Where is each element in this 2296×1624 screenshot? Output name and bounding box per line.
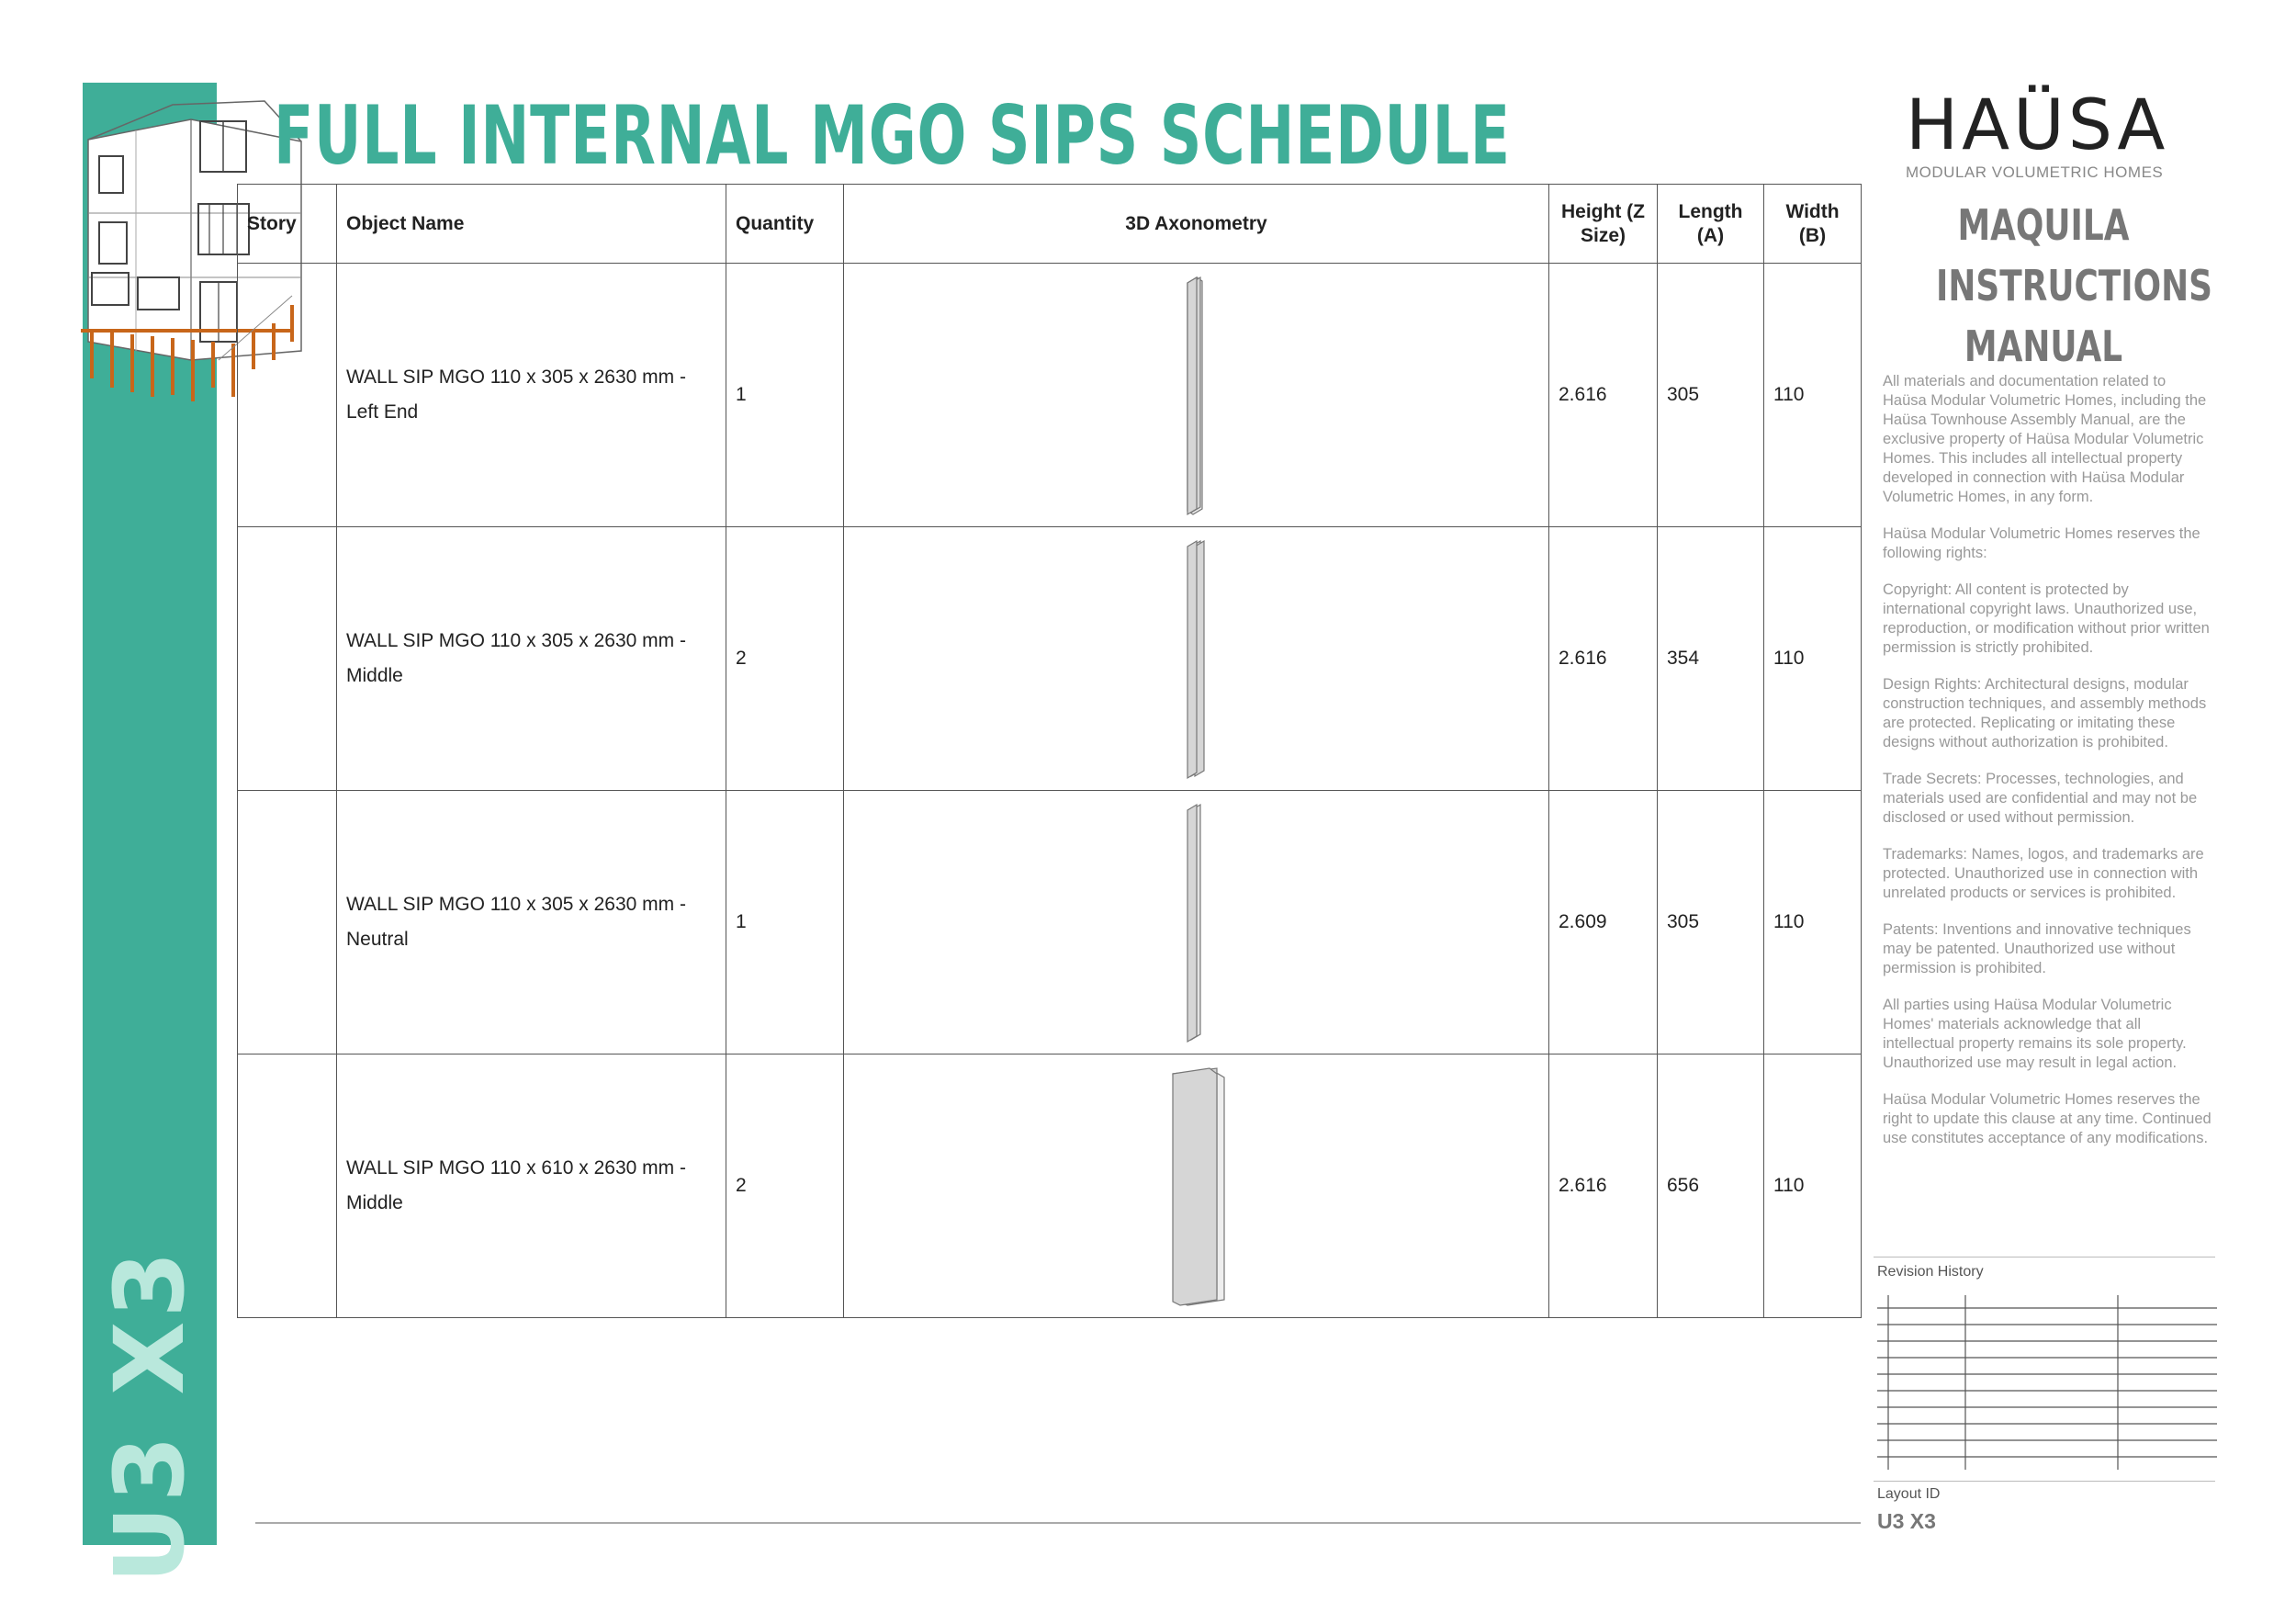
cell-story — [238, 527, 337, 791]
wall-panel-axonometry — [1169, 537, 1224, 780]
cell-quantity: 1 — [726, 791, 844, 1054]
table-row — [238, 264, 1862, 527]
cell-length: 354 — [1658, 527, 1764, 791]
cell-width: 110 — [1764, 527, 1862, 791]
layout-id-label: Layout ID — [1877, 1486, 1941, 1502]
legal-paragraph: All parties using Haüsa Modular Volumetric Homes' materials acknowledge that all intellectual property remains its sole property. Unauthorized use may result in legal action. — [1883, 997, 2187, 1071]
manual-title-line: MANUAL — [1964, 321, 2123, 371]
header-width: Width (B) — [1764, 185, 1862, 264]
cell-height: 2.609 — [1549, 791, 1658, 1054]
cell-axonometry — [844, 527, 1549, 791]
header-length: Length (A) — [1658, 185, 1764, 264]
revision-history-grid — [1877, 1295, 2217, 1475]
cell-height: 2.616 — [1549, 1054, 1658, 1318]
logo-wordmark: HAÜSA — [1906, 84, 2169, 165]
legal-notice — [1883, 372, 2213, 1166]
divider — [1874, 1481, 2215, 1482]
cell-story — [238, 1054, 337, 1318]
header-quantity: Quantity — [726, 185, 844, 264]
table-row — [238, 527, 1862, 791]
legal-paragraph: Patents: Inventions and innovative techniques may be patented. Unauthorized use without permission is prohibited. — [1883, 921, 2191, 976]
cell-width: 110 — [1764, 264, 1862, 527]
manual-title-line: MAQUILA — [1957, 200, 2130, 250]
legal-paragraph: Haüsa Modular Volumetric Homes reserves the following rights: — [1883, 525, 2200, 561]
cell-height: 2.616 — [1549, 264, 1658, 527]
cell-object-name: WALL SIP MGO 110 x 305 x 2630 mm - Left End — [337, 264, 726, 527]
legal-paragraph: Copyright: All content is protected by international copyright laws. Unauthorized use, reproduction, or modification without prior written permission is strictly prohibited. — [1883, 581, 2210, 656]
wall-panel-axonometry — [1169, 801, 1224, 1043]
cell-story — [238, 264, 337, 527]
manual-title-line: INSTRUCTIONS — [1936, 261, 2212, 310]
table-row — [238, 791, 1862, 1054]
cell-length: 305 — [1658, 791, 1764, 1054]
wall-panel-axonometry — [1160, 1065, 1233, 1307]
legal-paragraph: Trade Secrets: Processes, technologies, and materials used are confidential and may not be disclosed or used without permission. — [1883, 771, 2198, 826]
cell-quantity: 2 — [726, 1054, 844, 1318]
cell-object-name: WALL SIP MGO 110 x 610 x 2630 mm - Middle — [337, 1054, 726, 1318]
brand-logo — [1906, 84, 2200, 182]
cell-object-name: WALL SIP MGO 110 x 305 x 2630 mm - Neutral — [337, 791, 726, 1054]
bottom-rule — [255, 1522, 1861, 1524]
sidebar-code-text: U3 X3 — [94, 1247, 206, 1584]
header-height: Height (Z Size) — [1549, 185, 1658, 264]
legal-paragraph: All materials and documentation related to Haüsa Modular Volumetric Homes, including the Haüsa Townhouse Assembly Manual, are the exclusive property of Haüsa Modular Volumetric Homes. This includes all intellectual property developed in connection with Haüsa Modular Volumetric Homes, in any form. — [1883, 373, 2207, 505]
page-title: FULL INTERNAL MGO SIPS SCHEDULE — [274, 88, 1511, 183]
cell-axonometry — [844, 1054, 1549, 1318]
cell-quantity: 2 — [726, 527, 844, 791]
header-story: Story — [238, 185, 337, 264]
cell-width: 110 — [1764, 791, 1862, 1054]
cell-width: 110 — [1764, 1054, 1862, 1318]
cell-axonometry — [844, 791, 1549, 1054]
table-row — [238, 1054, 1862, 1318]
revision-history-label: Revision History — [1877, 1264, 1984, 1280]
table-header-row — [238, 185, 1862, 264]
header-object-name: Object Name — [337, 185, 726, 264]
legal-paragraph: Trademarks: Names, logos, and trademarks are protected. Unauthorized use in connection with unrelated products or services is prohibited. — [1883, 846, 2204, 901]
cell-axonometry — [844, 264, 1549, 527]
logo-subtitle: MODULAR VOLUMETRIC HOMES — [1906, 164, 2164, 181]
legal-paragraph: Haüsa Modular Volumetric Homes reserves the right to update this clause at any time. Continued use constitutes acceptance of any modifications. — [1883, 1091, 2212, 1146]
sidebar-layout-code — [83, 1247, 217, 1584]
cell-length: 656 — [1658, 1054, 1764, 1318]
layout-id-value: U3 X3 — [1877, 1509, 1936, 1533]
legal-paragraph: Design Rights: Architectural designs, modular construction techniques, and assembly methods are protected. Replicating or imitating these designs without authorization is prohibited. — [1883, 676, 2207, 750]
schedule-table — [237, 184, 1862, 1318]
cell-length: 305 — [1658, 264, 1764, 527]
cell-story — [238, 791, 337, 1054]
cell-object-name: WALL SIP MGO 110 x 305 x 2630 mm - Middle — [337, 527, 726, 791]
manual-title — [1936, 195, 2212, 377]
wall-panel-axonometry — [1169, 274, 1224, 516]
header-axonometry: 3D Axonometry — [844, 185, 1549, 264]
cell-height: 2.616 — [1549, 527, 1658, 791]
cell-quantity: 1 — [726, 264, 844, 527]
